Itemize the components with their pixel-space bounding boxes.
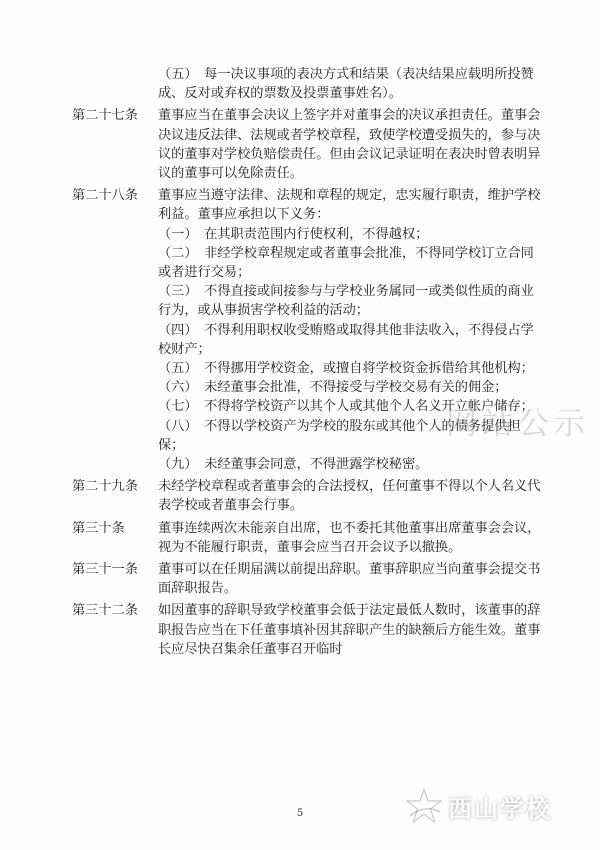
watermark-text: 网站公示: [446, 406, 590, 442]
article-text: 董事应当在董事会决议上签字并对董事会的决议承担责任。董事会决议违反法律、法规或者学校章程，致使学校遭受损失的，参与决议的董事对学校负赔偿责任。但由会议记录证明在表决时曾表明异议的董事可以免除责任。: [158, 108, 541, 182]
article-31: [72, 560, 542, 598]
article-30: [72, 519, 542, 557]
article-label: 第二十九条: [72, 479, 138, 495]
article-intro: 董事应当遵守法律、法规和章程的规定，忠实履行职责，维护学校利益。董事应承担以下义务：: [158, 188, 541, 223]
article-text: 董事连续两次未能亲自出席，也不委托其他董事出席董事会会议，视为不能履行职责，董事会应当召开会议予以撤换。: [158, 520, 541, 555]
article-text: 如因董事的辞职导致学校董事会低于法定最低人数时，该董事的辞职报告应当在下任董事填补因其辞职产生的缺额后方能生效。董事长应尽快召集余任董事召开临时: [158, 603, 541, 657]
list-item: （二） 非经学校章程规定或者董事会批准，不得同学校订立合同或者进行交易；: [158, 245, 534, 281]
item-text: （五） 每一决议事项的表决方式和结果（表决结果应载明所投赞成、反对或弃权的票数及投票董事姓名）。: [158, 67, 534, 102]
list-item: （九） 未经董事会同意，不得泄露学校秘密。: [158, 457, 429, 473]
list-item: （五） 不得挪用学校资金，或擅自将学校资金拆借给其他机构；: [158, 361, 534, 377]
continued-item: [72, 65, 542, 103]
article-29: [72, 477, 542, 515]
list-item: （八） 不得以学校资产为学校的股东或其他个人的债务提供担保；: [158, 418, 521, 453]
star-swirl-icon: [404, 786, 444, 826]
article-label: 第三十条: [72, 520, 125, 536]
article-label: 第三十一条: [72, 562, 138, 578]
school-logo-watermark: [404, 786, 552, 826]
list-item: （六） 未经董事会批准，不得接受与学校交易有关的佣金；: [158, 380, 508, 396]
document-body: [72, 65, 542, 662]
list-item: （三） 不得直接或间接参与与学校业务属同一或类似性质的商业行为，或从事损害学校利益的活动；: [158, 284, 534, 319]
list-item: （七） 不得将学校资产以其个人或其他个人名义开立帐户储存；: [158, 399, 534, 415]
article-text: 董事可以在任期届满以前提出辞职。董事辞职应当向董事会提交书面辞职报告。: [158, 562, 541, 597]
article-text: 未经学校章程或者董事会的合法授权，任何董事不得以个人名义代表学校或者董事会行事。: [158, 479, 541, 514]
list-item: （四） 不得利用职权收受贿赂或取得其他非法收入，不得侵占学校财产；: [158, 322, 534, 357]
article-label: 第二十七条: [72, 108, 138, 124]
list-item: （一） 在其职责范围内行使权利，不得越权；: [158, 226, 429, 242]
page-number: 5: [296, 808, 304, 819]
article-32: [72, 601, 542, 659]
logo-text: 西山学校: [448, 794, 552, 823]
article-27: [72, 106, 542, 183]
article-label: 第二十八条: [72, 188, 138, 204]
article-label: 第三十二条: [72, 603, 138, 619]
